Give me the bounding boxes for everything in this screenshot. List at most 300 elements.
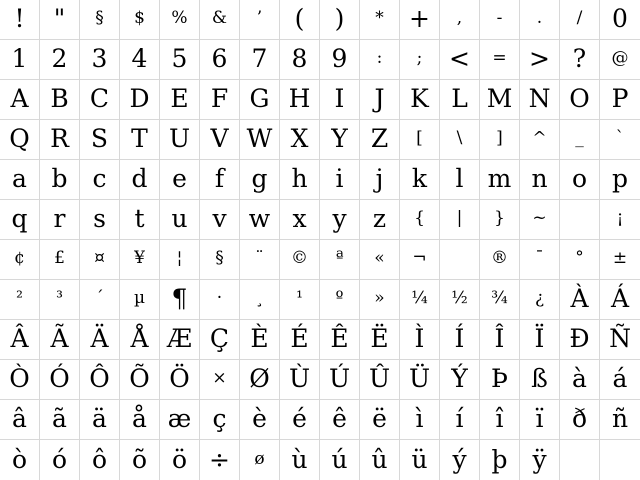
glyph: q [11, 204, 28, 233]
glyph: ò [11, 444, 28, 474]
glyph-cell [360, 360, 400, 400]
glyph: E [170, 84, 189, 113]
glyph-cell [440, 200, 480, 240]
glyph: s [93, 204, 106, 233]
glyph-cell [0, 280, 40, 320]
glyph: K [410, 84, 429, 113]
glyph-cell [560, 400, 600, 440]
glyph: < [449, 44, 470, 73]
glyph-cell [400, 240, 440, 280]
glyph-cell [120, 280, 160, 320]
glyph-cell [520, 0, 560, 40]
glyph: L [451, 84, 468, 113]
glyph: v [212, 204, 227, 233]
glyph: c [92, 164, 107, 193]
glyph: 9 [331, 44, 348, 73]
glyph: ¥ [134, 248, 145, 268]
glyph: ! [14, 4, 25, 33]
glyph: 0 [612, 4, 628, 33]
glyph: Å [130, 324, 149, 353]
glyph-cell [600, 40, 640, 80]
glyph: & [211, 8, 228, 28]
glyph: b [51, 164, 68, 193]
glyph-cell [40, 80, 80, 120]
glyph: ú [331, 444, 348, 474]
glyph-cell [160, 120, 200, 160]
glyph-cell [160, 80, 200, 120]
glyph-cell [480, 280, 520, 320]
glyph: « [374, 248, 385, 268]
glyph-cell [600, 120, 640, 160]
glyph: ¢ [14, 248, 25, 268]
glyph-cell [560, 280, 600, 320]
glyph-cell [0, 40, 40, 80]
glyph: ¶ [171, 284, 188, 313]
glyph: g [251, 164, 268, 193]
glyph-cell [240, 200, 280, 240]
glyph: ß [531, 364, 548, 393]
glyph: î [495, 404, 504, 433]
glyph-cell [40, 280, 80, 320]
glyph-cell [40, 440, 80, 480]
glyph: 3 [91, 44, 108, 73]
glyph: å [132, 404, 147, 433]
glyph-cell [480, 440, 520, 480]
glyph-cell [320, 40, 360, 80]
glyph: h [291, 164, 308, 193]
glyph: { [414, 208, 425, 228]
glyph-cell [400, 80, 440, 120]
glyph-cell [600, 400, 640, 440]
glyph-cell [200, 320, 240, 360]
glyph: Q [9, 124, 30, 153]
glyph-cell [120, 320, 160, 360]
glyph: þ [491, 444, 508, 474]
glyph: Æ [166, 324, 193, 353]
glyph: ^ [532, 128, 547, 148]
glyph: µ [133, 288, 146, 308]
glyph-cell [120, 40, 160, 80]
glyph-cell [280, 440, 320, 480]
glyph-cell [120, 160, 160, 200]
glyph-cell [40, 200, 80, 240]
glyph: ª [335, 248, 344, 268]
glyph: F [210, 84, 229, 113]
glyph: 2 [51, 44, 68, 73]
glyph-cell [320, 320, 360, 360]
glyph-cell [440, 0, 480, 40]
glyph: Õ [129, 364, 150, 393]
glyph: ¤ [94, 248, 105, 268]
glyph-cell [480, 0, 520, 40]
glyph-cell [240, 320, 280, 360]
glyph: Ã [50, 324, 69, 353]
glyph-cell [360, 80, 400, 120]
glyph-cell [480, 320, 520, 360]
glyph: , [456, 8, 463, 28]
glyph: Ö [169, 364, 190, 393]
glyph-cell [240, 240, 280, 280]
glyph: Ä [90, 324, 109, 353]
glyph: y [332, 204, 347, 233]
glyph: \ [456, 128, 463, 148]
glyph: f [214, 164, 225, 193]
glyph-cell [560, 200, 600, 240]
glyph-cell [560, 160, 600, 200]
glyph-cell [320, 80, 360, 120]
glyph-cell [560, 240, 600, 280]
glyph-cell [240, 0, 280, 40]
glyph-cell [520, 240, 560, 280]
glyph: @ [611, 48, 629, 68]
glyph: ÿ [532, 444, 547, 474]
glyph-cell [0, 120, 40, 160]
glyph: H [288, 84, 311, 113]
glyph: Â [10, 324, 29, 353]
glyph: Ç [209, 324, 230, 353]
glyph: Û [368, 364, 391, 393]
glyph: j [375, 164, 384, 193]
glyph-cell [200, 0, 240, 40]
glyph-cell [480, 360, 520, 400]
glyph-cell [280, 40, 320, 80]
glyph-cell [80, 80, 120, 120]
glyph: ê [332, 404, 347, 433]
glyph-cell [200, 360, 240, 400]
glyph: o [571, 164, 588, 193]
glyph: È [250, 324, 269, 353]
glyph: ã [52, 404, 67, 433]
glyph: ÷ [209, 444, 230, 474]
glyph: Î [494, 324, 505, 353]
glyph: Þ [491, 364, 508, 393]
glyph-cell [120, 0, 160, 40]
glyph-cell [520, 120, 560, 160]
glyph: © [291, 248, 308, 268]
glyph: Ñ [609, 324, 631, 353]
glyph: - [496, 8, 503, 28]
glyph-cell [160, 360, 200, 400]
glyph-cell [400, 120, 440, 160]
glyph-cell [200, 280, 240, 320]
glyph: ¬ [412, 248, 427, 268]
glyph-cell [520, 280, 560, 320]
glyph: ö [171, 444, 188, 474]
glyph-cell [320, 120, 360, 160]
glyph-cell [360, 280, 400, 320]
glyph: W [246, 124, 273, 153]
glyph-cell [440, 440, 480, 480]
glyph-cell [320, 240, 360, 280]
glyph: ` [615, 128, 625, 148]
glyph-cell [360, 120, 400, 160]
glyph-cell [440, 240, 480, 280]
glyph-cell [440, 360, 480, 400]
glyph: £ [54, 248, 65, 268]
glyph-cell [440, 160, 480, 200]
glyph-cell [80, 200, 120, 240]
glyph: P [611, 84, 629, 113]
glyph-cell [240, 120, 280, 160]
glyph-cell [280, 120, 320, 160]
glyph: 1 [11, 44, 28, 73]
glyph: ñ [611, 404, 629, 433]
glyph-cell [40, 240, 80, 280]
glyph-cell [120, 80, 160, 120]
glyph-cell [280, 80, 320, 120]
glyph-cell [280, 0, 320, 40]
glyph-cell [360, 0, 400, 40]
glyph [457, 250, 463, 267]
glyph-cell [160, 440, 200, 480]
glyph-cell [240, 400, 280, 440]
glyph: > [529, 44, 550, 73]
glyph-cell [120, 120, 160, 160]
glyph: d [131, 164, 148, 193]
glyph: Ü [408, 364, 431, 393]
glyph-cell [520, 40, 560, 80]
glyph: ý [452, 444, 467, 474]
glyph-cell [40, 360, 80, 400]
glyph-cell [400, 440, 440, 480]
glyph: Ú [328, 364, 351, 393]
glyph: A [10, 84, 29, 113]
glyph: ð [571, 404, 588, 433]
glyph-cell [400, 320, 440, 360]
glyph: ¿ [534, 288, 545, 308]
glyph-cell [360, 200, 400, 240]
glyph: p [611, 164, 628, 193]
glyph-cell [600, 160, 640, 200]
glyph: i [335, 164, 344, 193]
glyph-cell [160, 40, 200, 80]
glyph: U [168, 124, 191, 153]
glyph-cell [440, 280, 480, 320]
glyph-cell [0, 360, 40, 400]
glyph-cell [0, 240, 40, 280]
glyph: G [249, 84, 270, 113]
glyph: _ [575, 128, 584, 148]
glyph-cell [160, 240, 200, 280]
glyph: ¨ [255, 248, 264, 268]
glyph: § [215, 248, 224, 268]
glyph-cell [440, 400, 480, 440]
glyph: r [53, 204, 66, 233]
glyph: Z [370, 124, 389, 153]
glyph-cell [80, 160, 120, 200]
glyph: ¡ [616, 208, 624, 228]
glyph: Ô [89, 364, 110, 393]
glyph: Ê [330, 324, 349, 353]
glyph-cell [400, 360, 440, 400]
glyph-cell [40, 320, 80, 360]
glyph: $ [134, 8, 145, 28]
glyph-cell [280, 400, 320, 440]
glyph: Ï [534, 324, 545, 353]
glyph: " [53, 4, 66, 33]
glyph: ó [51, 444, 68, 474]
glyph: * [375, 8, 384, 28]
glyph-cell [80, 360, 120, 400]
glyph-cell [80, 400, 120, 440]
glyph-cell [400, 160, 440, 200]
glyph: w [248, 204, 271, 233]
glyph-cell [280, 320, 320, 360]
glyph-cell [40, 0, 80, 40]
glyph-cell [440, 40, 480, 80]
glyph-cell [400, 280, 440, 320]
glyph-cell [80, 240, 120, 280]
glyph: / [576, 8, 583, 28]
glyph: ô [91, 444, 108, 474]
glyph-cell [240, 280, 280, 320]
glyph-cell [0, 320, 40, 360]
glyph-cell [40, 400, 80, 440]
glyph-cell [320, 360, 360, 400]
glyph: ï [535, 404, 544, 433]
glyph-cell [480, 200, 520, 240]
glyph: æ [167, 404, 192, 433]
glyph: ø [254, 448, 265, 469]
glyph-cell [520, 360, 560, 400]
glyph-cell [280, 200, 320, 240]
glyph-cell [0, 0, 40, 40]
glyph: 8 [291, 44, 308, 73]
glyph-cell [360, 440, 400, 480]
glyph: ç [212, 404, 227, 433]
glyph: Ó [49, 364, 70, 393]
glyph-cell [320, 200, 360, 240]
glyph: ä [92, 404, 107, 433]
glyph-cell [0, 160, 40, 200]
glyph: . [536, 8, 543, 28]
glyph-cell [600, 280, 640, 320]
glyph: · [216, 288, 223, 308]
glyph-cell [0, 80, 40, 120]
glyph: t [134, 204, 145, 233]
glyph-cell [160, 280, 200, 320]
glyph-cell [80, 120, 120, 160]
glyph: ) [334, 4, 345, 33]
glyph-cell [440, 320, 480, 360]
glyph-cell [400, 0, 440, 40]
glyph-cell [240, 40, 280, 80]
glyph-cell [560, 360, 600, 400]
glyph-cell [480, 40, 520, 80]
glyph-cell [520, 200, 560, 240]
glyph-cell [520, 440, 560, 480]
glyph-cell [200, 120, 240, 160]
glyph: [ [416, 128, 423, 148]
glyph: % [171, 8, 188, 28]
glyph: C [89, 84, 110, 113]
glyph-cell [160, 200, 200, 240]
glyph-cell [240, 80, 280, 120]
glyph: ½ [451, 288, 468, 308]
glyph-cell [40, 120, 80, 160]
glyph: × [212, 368, 227, 388]
glyph-cell [360, 240, 400, 280]
glyph-cell [520, 80, 560, 120]
glyph-cell [320, 160, 360, 200]
glyph: ° [575, 248, 584, 268]
glyph: } [494, 208, 505, 228]
glyph-cell [400, 400, 440, 440]
glyph-cell [120, 440, 160, 480]
glyph: Ë [370, 324, 389, 353]
glyph: + [409, 4, 430, 33]
glyph: R [50, 124, 69, 153]
glyph-cell [560, 0, 600, 40]
glyph: ì [415, 404, 424, 433]
glyph: z [372, 204, 387, 233]
glyph: I [334, 84, 345, 113]
glyph: Ù [288, 364, 311, 393]
glyph-cell [160, 160, 200, 200]
glyph-cell [480, 80, 520, 120]
glyph-cell [200, 40, 240, 80]
glyph-cell [80, 440, 120, 480]
glyph: ë [372, 404, 387, 433]
glyph-cell [120, 400, 160, 440]
glyph: ³ [56, 288, 63, 308]
glyph: m [487, 164, 512, 193]
glyph: u [171, 204, 188, 233]
glyph-cell [160, 400, 200, 440]
glyph-cell [80, 280, 120, 320]
glyph-cell [280, 280, 320, 320]
glyph: J [374, 84, 385, 113]
glyph: â [12, 404, 27, 433]
glyph: 5 [171, 44, 188, 73]
glyph-cell [200, 80, 240, 120]
glyph-cell [280, 160, 320, 200]
glyph: ( [294, 4, 305, 33]
glyph: º [335, 288, 344, 308]
glyph: 6 [211, 44, 228, 73]
glyph: k [411, 164, 428, 193]
glyph: Ì [414, 324, 425, 353]
glyph-cell [400, 40, 440, 80]
glyph: T [131, 124, 148, 153]
glyph-cell [0, 200, 40, 240]
glyph-cell [600, 0, 640, 40]
glyph-cell [240, 160, 280, 200]
glyph-cell [440, 120, 480, 160]
glyph-cell [240, 360, 280, 400]
glyph-cell [80, 0, 120, 40]
glyph-cell [480, 160, 520, 200]
glyph-cell [600, 200, 640, 240]
glyph: ~ [532, 208, 547, 228]
glyph: ¾ [491, 288, 508, 308]
glyph-cell [320, 280, 360, 320]
glyph-cell [160, 320, 200, 360]
glyph: À [570, 284, 589, 313]
glyph-cell [160, 0, 200, 40]
glyph-cell [560, 80, 600, 120]
glyph-cell [200, 240, 240, 280]
glyph: ] [496, 128, 503, 148]
glyph-cell [40, 40, 80, 80]
glyph: Y [331, 124, 348, 153]
glyph: § [95, 8, 104, 28]
glyph-cell [280, 240, 320, 280]
glyph: Á [610, 284, 630, 313]
glyph-cell [440, 80, 480, 120]
glyph: ¼ [411, 288, 428, 308]
glyph-cell [560, 440, 600, 480]
